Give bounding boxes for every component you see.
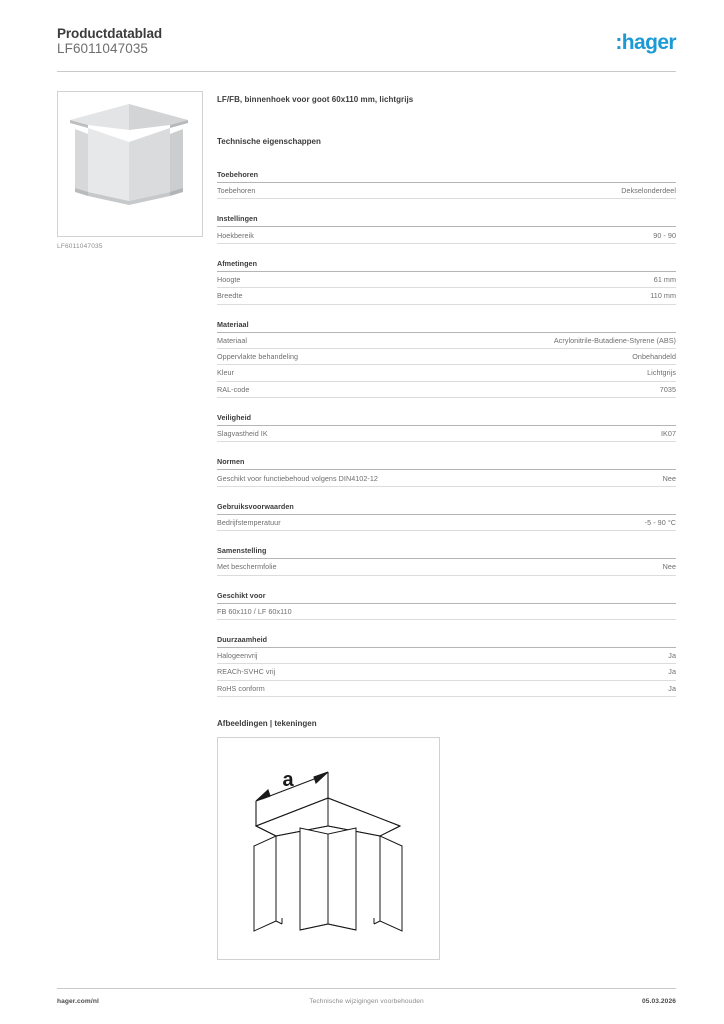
spec-key: Kleur: [217, 368, 235, 378]
spec-value: Nee: [662, 473, 676, 483]
spec-key: Oppervlakte behandeling: [217, 352, 299, 362]
product-photo-illustration: [58, 92, 200, 234]
spec-key: REACh-SVHC vrij: [217, 667, 276, 677]
spec-key: RoHS conform: [217, 683, 265, 693]
spec-value: 110 mm: [650, 291, 676, 301]
spec-value: Lichtgrijs: [647, 368, 676, 378]
spec-value: Ja: [668, 667, 676, 677]
spec-row: [217, 349, 676, 365]
footer-divider: [57, 988, 676, 989]
spec-key: Toebehoren: [217, 186, 256, 196]
spec-group-title: Geschikt voor: [217, 591, 676, 604]
spec-row: [217, 272, 676, 288]
spec-group: [217, 214, 676, 243]
spec-key: Hoekbereik: [217, 230, 254, 240]
page-title: Productdatablad: [57, 26, 163, 41]
spec-group: [217, 320, 676, 399]
spec-group: [217, 457, 676, 486]
spec-row: [217, 559, 676, 575]
spec-group: [217, 591, 676, 620]
spec-value: 61 mm: [653, 274, 676, 284]
spec-value: -5 - 90 °C: [644, 517, 676, 527]
footer-disclaimer: Technische wijzigingen voorbehouden: [309, 998, 424, 1005]
spec-row: [217, 681, 676, 697]
product-reference: LF6011047035: [57, 41, 149, 56]
footer-website[interactable]: hager.com/nl: [57, 998, 99, 1005]
spec-value: Ja: [668, 683, 676, 693]
spec-group-title: Veiligheid: [217, 413, 676, 426]
spec-value: Ja: [668, 651, 676, 661]
footer-date: 05.03.2026: [641, 998, 676, 1005]
spec-row: [217, 648, 676, 664]
spec-value: IK07: [661, 429, 676, 439]
main-content: [217, 95, 676, 960]
spec-row: [217, 470, 676, 486]
drawings-heading: Afbeeldingen | tekeningen: [217, 719, 317, 728]
spec-key: Hoogte: [217, 274, 241, 284]
spec-group: [217, 502, 676, 531]
spec-group-title: Gebruiksvoorwaarden: [217, 502, 676, 515]
spec-group: [217, 259, 676, 305]
spec-row: [217, 227, 676, 243]
spec-key: Geschikt voor functiebehoud volgens DIN4102-12: [217, 473, 378, 483]
specs-section-title: Technische eigenschappen: [217, 137, 321, 146]
spec-row: [217, 382, 676, 398]
spec-row: [217, 426, 676, 442]
page-header: [57, 26, 676, 76]
spec-value: 7035: [659, 384, 676, 394]
technical-drawing: [217, 737, 440, 960]
spec-value: Onbehandeld: [632, 352, 676, 362]
spec-row: [217, 515, 676, 531]
product-photo-caption: LF6011047035: [57, 243, 103, 250]
spec-group-title: Normen: [217, 457, 676, 470]
spec-value: 90 - 90: [653, 230, 676, 240]
spec-group: [217, 635, 676, 697]
spec-key: Bedrijfstemperatuur: [217, 517, 281, 527]
product-name: LF/FB, binnenhoek voor goot 60x110 mm, lichtgrijs: [217, 95, 414, 104]
spec-group-title: Duurzaamheid: [217, 635, 676, 648]
spec-key: Halogeenvrij: [217, 651, 258, 661]
spec-row: [217, 288, 676, 304]
header-divider: [57, 71, 676, 72]
spec-key: RAL-code: [217, 384, 250, 394]
spec-group-title: Samenstelling: [217, 546, 676, 559]
spec-row: [217, 365, 676, 381]
spec-group-title: Toebehoren: [217, 170, 676, 183]
spec-groups: [217, 170, 676, 697]
spec-group-title: Materiaal: [217, 320, 676, 333]
spec-key: Breedte: [217, 291, 243, 301]
spec-group-title: Instellingen: [217, 214, 676, 227]
spec-key: Met beschermfolie: [217, 562, 277, 572]
spec-row: [217, 183, 676, 199]
spec-value: Nee: [662, 562, 676, 572]
hager-logo: :hager: [615, 31, 676, 54]
spec-key: Slagvastheid IK: [217, 429, 268, 439]
spec-value: Acrylonitrile-Butadiene-Styrene (ABS): [553, 335, 676, 345]
dimension-label-a: a: [282, 769, 294, 791]
technical-drawing-illustration: [218, 738, 439, 959]
spec-group: [217, 546, 676, 575]
spec-group: [217, 413, 676, 442]
spec-value: Dekselonderdeel: [621, 186, 676, 196]
spec-row: [217, 333, 676, 349]
spec-key: Materiaal: [217, 335, 248, 345]
spec-row: [217, 664, 676, 680]
page-footer: [57, 998, 676, 1010]
product-photo: [57, 91, 203, 237]
spec-key: FB 60x110 / LF 60x110: [217, 606, 292, 616]
spec-row: [217, 604, 676, 620]
spec-group-title: Afmetingen: [217, 259, 676, 272]
spec-group: [217, 170, 676, 199]
